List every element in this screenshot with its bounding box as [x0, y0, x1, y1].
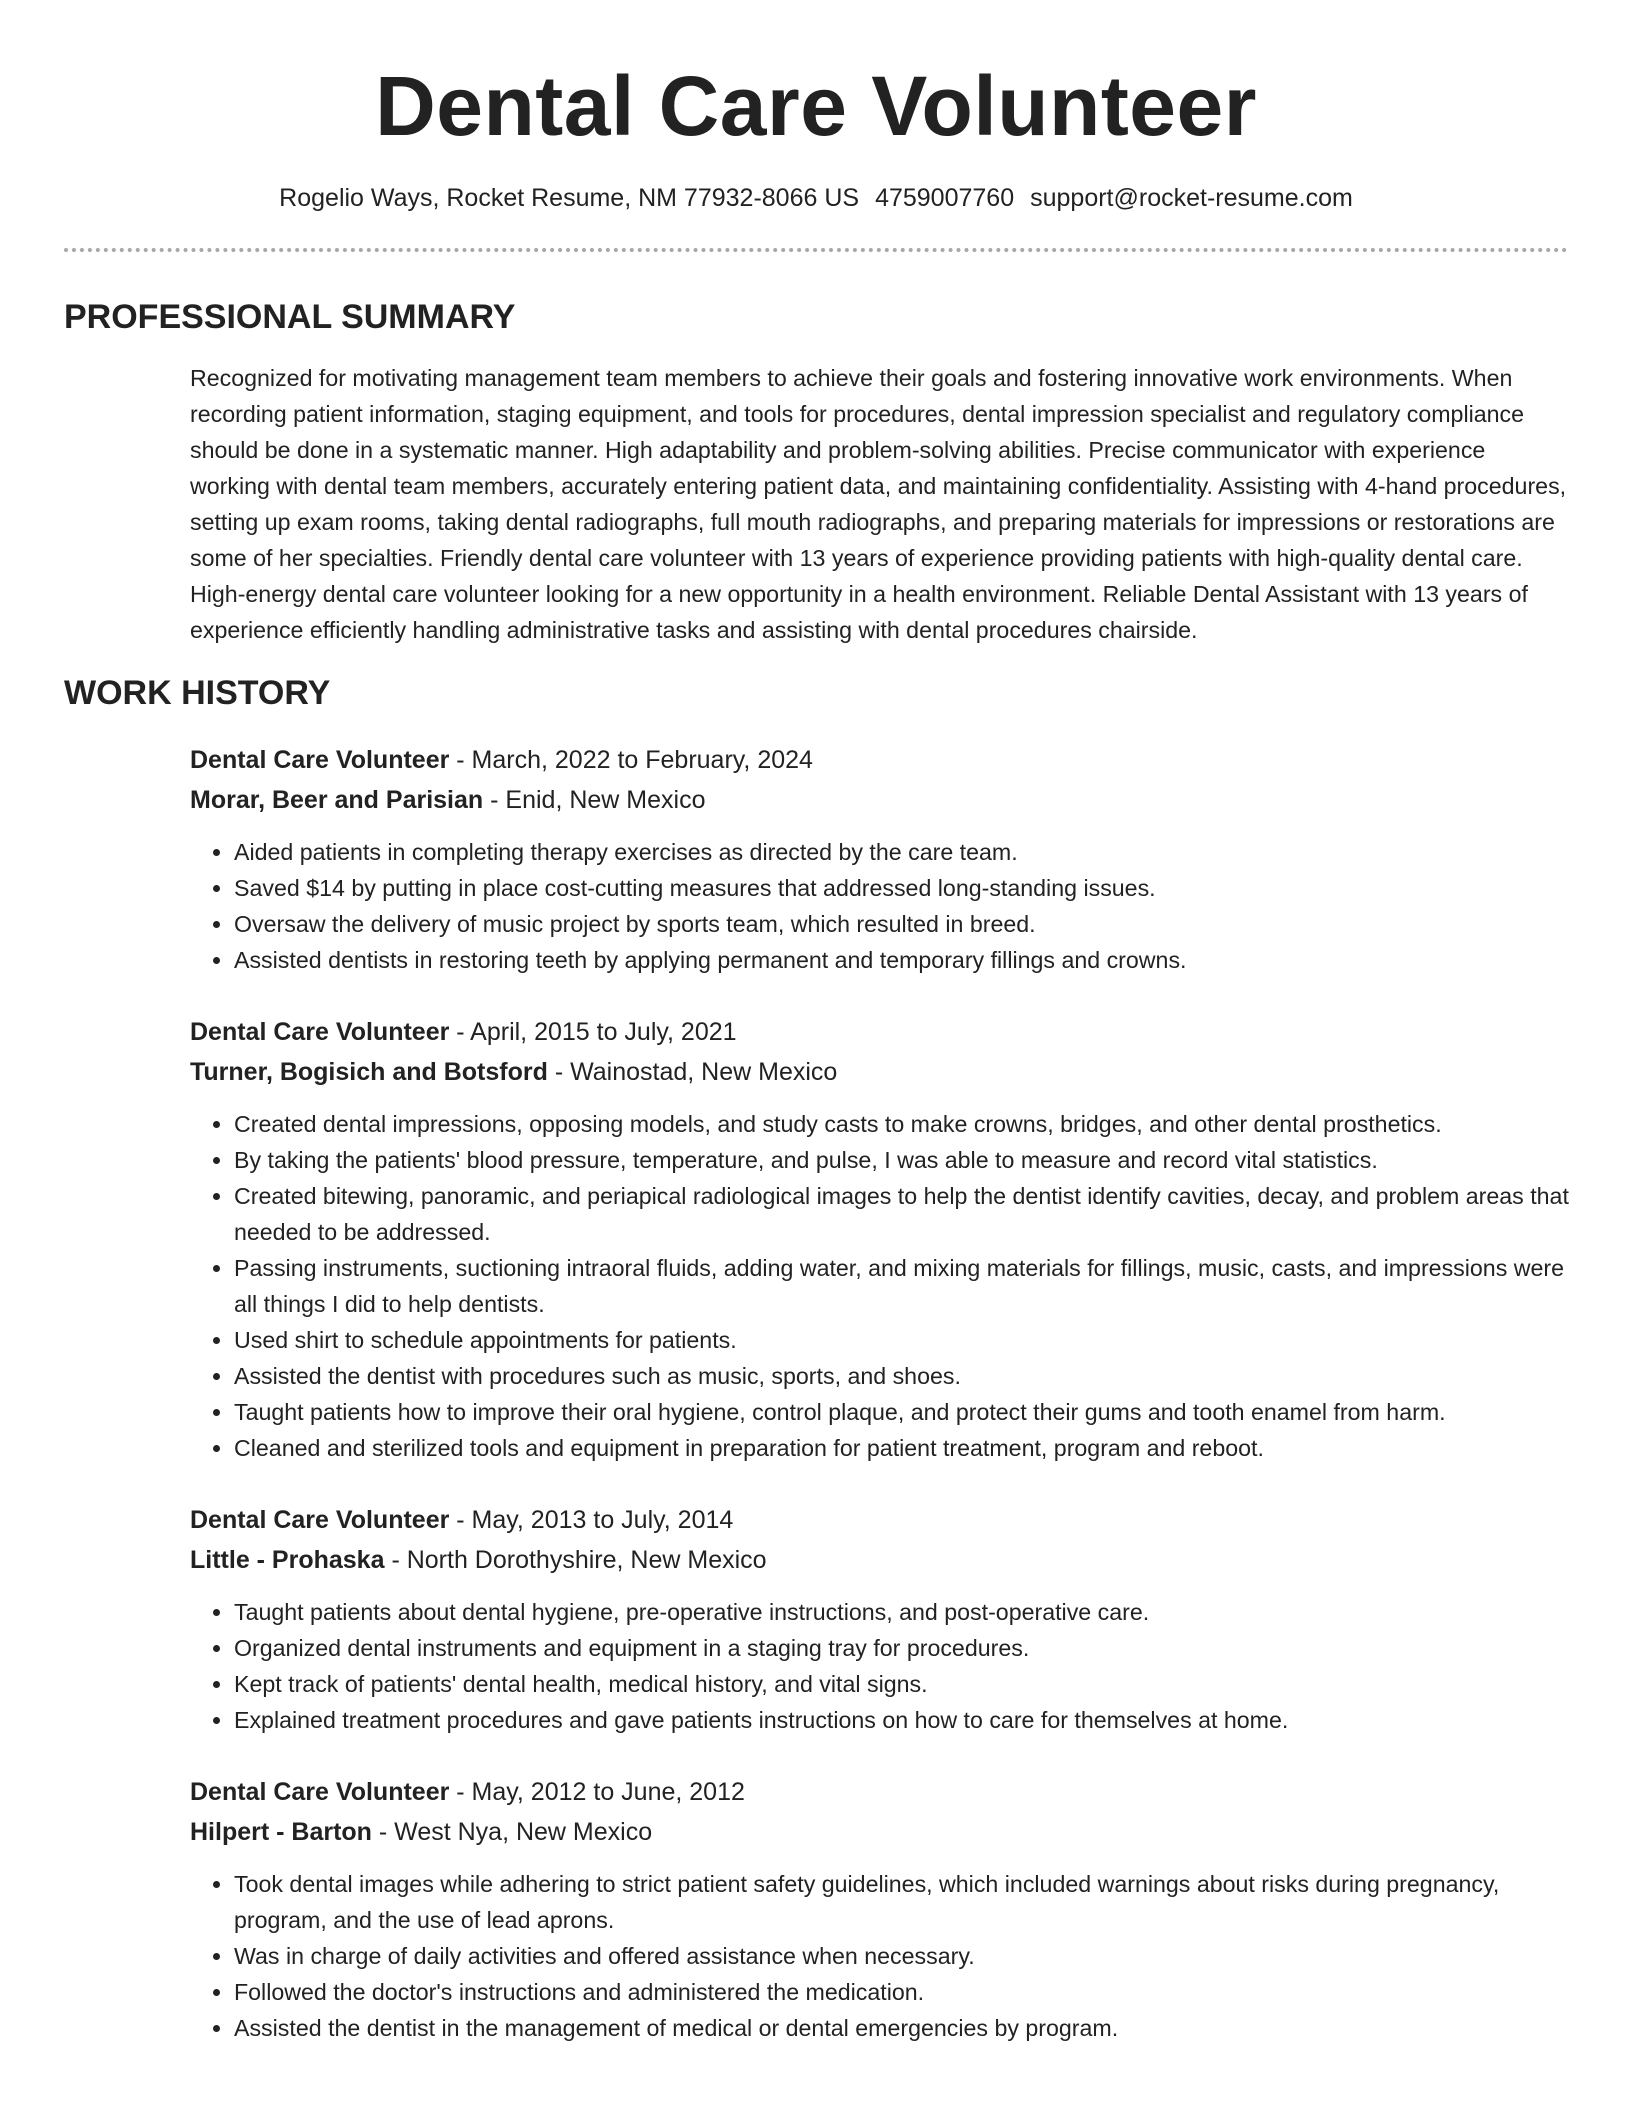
job-title-line — [190, 1500, 1570, 1540]
job-bullet: • By taking the patients' blood pressure, temperature, and pulse, I was able to measure and record vital statistics. — [234, 1142, 1570, 1178]
job-company-line — [190, 1052, 1570, 1092]
header-divider — [64, 248, 1568, 252]
resume-title: Dental Care Volunteer — [375, 59, 1257, 153]
job-location: - North Dorothyshire, New Mexico — [384, 1546, 767, 1574]
job-entry — [190, 1500, 1570, 1738]
job-title: Dental Care Volunteer — [190, 746, 450, 774]
job-company: Hilpert - Barton — [190, 1818, 372, 1846]
job-bullet: • Kept track of patients' dental health, medical history, and vital signs. — [234, 1666, 1570, 1702]
job-location: - Wainostad, New Mexico — [547, 1058, 838, 1086]
job-bullet: • Passing instruments, suctioning intraoral fluids, adding water, and mixing materials for fillings, music, casts, and impressions were all things I did to help dentists. — [234, 1250, 1570, 1322]
contact-address: Rogelio Ways, Rocket Resume, NM 77932-8066 US — [279, 184, 860, 212]
job-bullet: • Assisted the dentist in the management of medical or dental emergencies by program. — [234, 2010, 1570, 2046]
contact-line — [64, 182, 1568, 214]
job-company-line — [190, 1540, 1570, 1580]
job-title: Dental Care Volunteer — [190, 1778, 450, 1806]
job-bullet: • Aided patients in completing therapy exercises as directed by the care team. — [234, 834, 1570, 870]
job-company-line — [190, 780, 1570, 820]
job-bullet: • Was in charge of daily activities and offered assistance when necessary. — [234, 1938, 1570, 1974]
job-bullet: • Created dental impressions, opposing models, and study casts to make crowns, bridges, and other dental prosthetics. — [234, 1106, 1570, 1142]
job-company-line — [190, 1812, 1570, 1852]
job-bullet: • Explained treatment procedures and gave patients instructions on how to care for themselves at home. — [234, 1702, 1570, 1738]
job-company: Little - Prohaska — [190, 1546, 385, 1574]
job-bullet: • Taught patients about dental hygiene, pre-operative instructions, and post-operative care. — [234, 1594, 1570, 1630]
job-dates: - April, 2015 to July, 2021 — [449, 1018, 737, 1046]
job-title-line — [190, 740, 1570, 780]
job-bullet: • Used shirt to schedule appointments for patients. — [234, 1322, 1570, 1358]
job-title: Dental Care Volunteer — [190, 1506, 450, 1534]
work-history-heading: WORK HISTORY — [64, 674, 331, 712]
job-bullet: • Took dental images while adhering to strict patient safety guidelines, which included warnings about risks during pregnancy, program, and the use of lead aprons. — [234, 1866, 1570, 1938]
job-dates: - May, 2013 to July, 2014 — [449, 1506, 734, 1534]
summary-text: Recognized for motivating management team members to achieve their goals and fostering innovative work environments. When recording patient information, staging equipment, and tools for procedures, dental impression specialist and regulatory compliance should be done in a systematic manner. High adaptability and problem-solving abilities. Precise communicator with experience working with dental team members, accurately entering patient data, and maintaining confidentiality. Assisting with 4-hand procedures, setting up exam rooms, taking dental radiographs, full mouth radiographs, and preparing materials for impressions or restorations are some of her specialties. Friendly dental care volunteer with 13 years of experience providing patients with high-quality dental care. High-energy dental care volunteer looking for a new opportunity in a health environment. Reliable Dental Assistant with 13 years of experience efficiently handling administrative tasks and assisting with dental procedures chairside. — [190, 365, 1567, 643]
contact-phone: 4759007760 — [875, 184, 1015, 212]
job-title-line — [190, 1772, 1570, 1812]
job-entry — [190, 740, 1570, 978]
job-bullet: • Taught patients how to improve their oral hygiene, control plaque, and protect their gums and tooth enamel from harm. — [234, 1394, 1570, 1430]
job-entry — [190, 1012, 1570, 1466]
job-bullets — [190, 834, 1570, 978]
job-bullet: • Followed the doctor's instructions and administered the medication. — [234, 1974, 1570, 2010]
job-bullets — [190, 1106, 1570, 1466]
job-dates: - May, 2012 to June, 2012 — [449, 1778, 745, 1806]
job-bullets — [190, 1594, 1570, 1738]
job-title: Dental Care Volunteer — [190, 1018, 450, 1046]
job-location: - West Nya, New Mexico — [371, 1818, 653, 1846]
contact-email: support@rocket-resume.com — [1030, 184, 1353, 212]
job-bullet: • Organized dental instruments and equipment in a staging tray for procedures. — [234, 1630, 1570, 1666]
job-company: Turner, Bogisich and Botsford — [190, 1058, 548, 1086]
job-bullet: • Cleaned and sterilized tools and equipment in preparation for patient treatment, program and reboot. — [234, 1430, 1570, 1466]
job-bullet: • Assisted the dentist with procedures such as music, sports, and shoes. — [234, 1358, 1570, 1394]
job-bullet: • Assisted dentists in restoring teeth by applying permanent and temporary fillings and crowns. — [234, 942, 1570, 978]
job-location: - Enid, New Mexico — [483, 786, 706, 814]
job-company: Morar, Beer and Parisian — [190, 786, 484, 814]
job-dates: - March, 2022 to February, 2024 — [449, 746, 813, 774]
job-entry — [190, 1772, 1570, 2046]
job-bullet: • Created bitewing, panoramic, and periapical radiological images to help the dentist identify cavities, decay, and problem areas that needed to be addressed. — [234, 1178, 1570, 1250]
job-bullets — [190, 1866, 1570, 2046]
job-bullet: • Oversaw the delivery of music project by sports team, which resulted in breed. — [234, 906, 1570, 942]
summary-heading: PROFESSIONAL SUMMARY — [64, 298, 516, 336]
job-title-line — [190, 1012, 1570, 1052]
job-bullet: • Saved $14 by putting in place cost-cutting measures that addressed long-standing issues. — [234, 870, 1570, 906]
